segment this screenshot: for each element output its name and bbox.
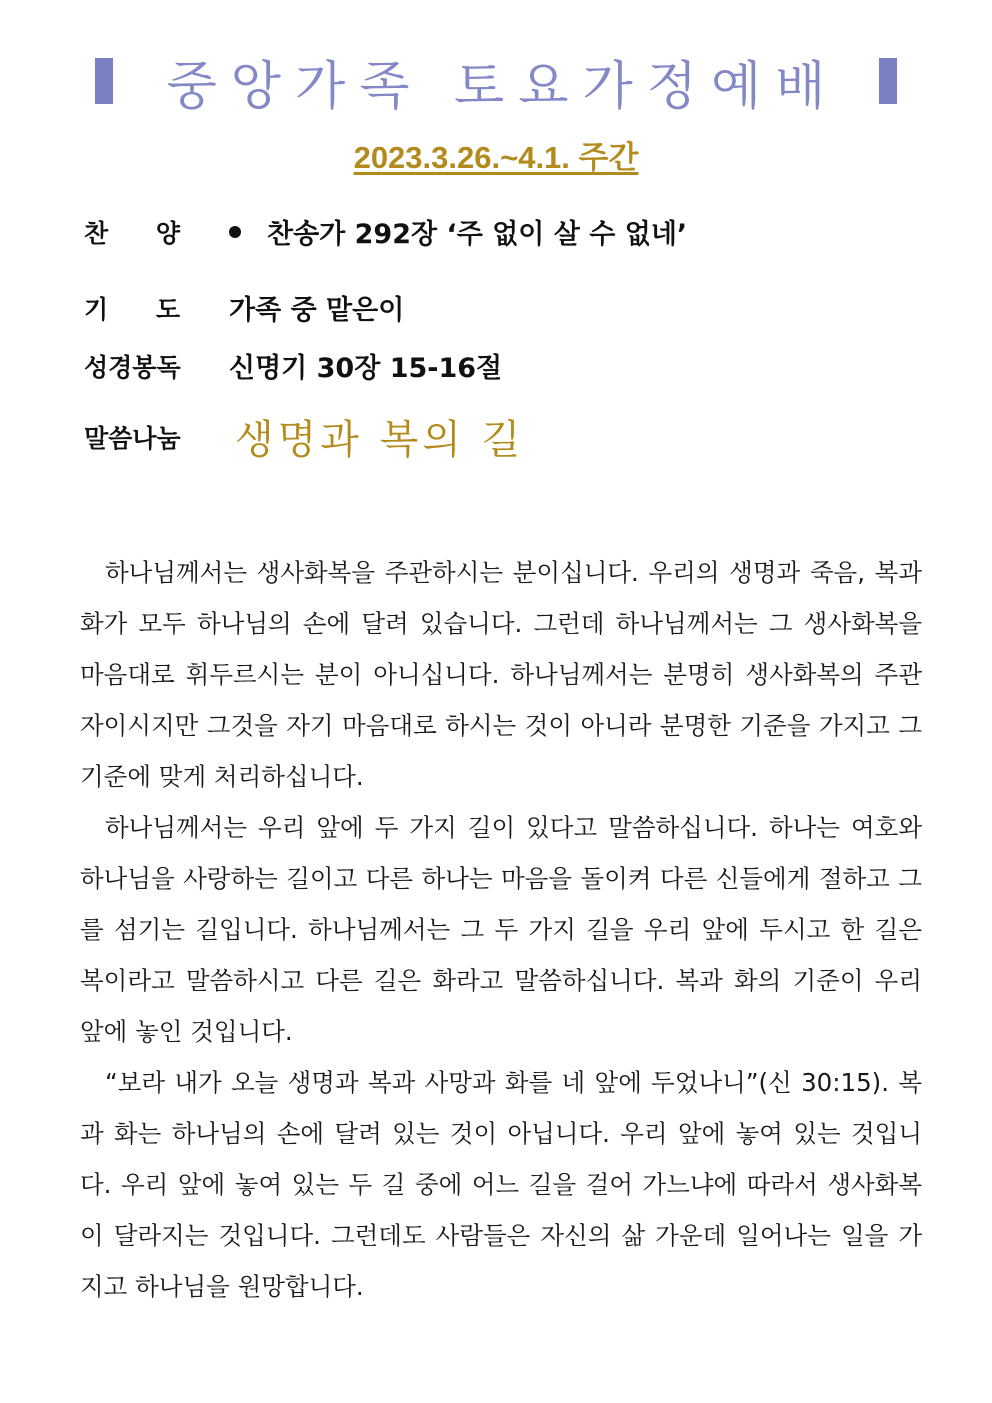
reading-label: 성경봉독 <box>84 352 181 382</box>
hymn-label-char-1: 찬 <box>84 218 109 248</box>
sermon-label: 말씀나눔 <box>84 423 181 453</box>
page-title: 중앙가족 토요가정예배 <box>166 56 840 117</box>
title-left-bar <box>95 58 113 104</box>
prayer-label-char-1: 기 <box>84 294 109 324</box>
reading-row <box>84 346 502 385</box>
title-right-bar <box>879 58 897 104</box>
paragraph-3: “보라 내가 오늘 생명과 복과 사망과 화를 네 앞에 두었나니”(신 30:15). 복과 화는 하나님의 손에 달려 있는 것이 아닙니다. 우리 앞에 놓여 있는 것입니다. 우리 앞에 놓여 있는 두 길 중에 어느 길을 걸어 가느냐에 따라서 생사화복이 달라지는 것입니다. 그런데도 사람들은 자신의 삶 가운데 일어나는 일을 가지고 하나님을 원망합니다. <box>80 1068 922 1301</box>
hymn-row <box>84 212 687 251</box>
hymn-value: 찬송가 292장 ‘주 없이 살 수 없네’ <box>267 219 688 250</box>
sermon-body <box>80 547 922 1312</box>
prayer-row <box>84 288 404 327</box>
sermon-row <box>84 408 524 465</box>
hymn-label <box>84 214 180 250</box>
prayer-value: 가족 중 맡은이 <box>229 295 405 326</box>
paragraph-1: 하나님께서는 생사화복을 주관하시는 분이십니다. 우리의 생명과 죽음, 복과 화가 모두 하나님의 손에 달려 있습니다. 그런데 하나님께서는 그 생사화복을 마음대로 휘두르시는 분이 아니십니다. 하나님께서는 분명히 생사화복의 주관자이시지만 그것을 자기 마음대로 하시는 것이 아니라 분명한 기준을 가지고 그 기준에 맞게 처리하십니다. <box>80 558 922 791</box>
paragraph-2: 하나님께서는 우리 앞에 두 가지 길이 있다고 말씀하십니다. 하나는 여호와 하나님을 사랑하는 길이고 다른 하나는 마음을 돌이켜 다른 신들에게 절하고 그를 섬기는 길입니다. 하나님께서는 그 두 가지 길을 우리 앞에 두시고 한 길은 복이라고 말씀하시고 다른 길은 화라고 말씀하십니다. 복과 화의 기준이 우리 앞에 놓인 것입니다. <box>80 813 922 1046</box>
week-date: 2023.3.26.~4.1. 주간 <box>353 140 639 175</box>
prayer-label-char-2: 도 <box>155 294 180 324</box>
bullet-icon <box>229 226 241 238</box>
prayer-label <box>84 290 180 326</box>
hymn-label-char-2: 양 <box>155 218 180 248</box>
sermon-title: 생명과 복의 길 <box>235 417 525 463</box>
reading-value: 신명기 30장 15-16절 <box>229 353 503 384</box>
title-row <box>0 46 992 116</box>
